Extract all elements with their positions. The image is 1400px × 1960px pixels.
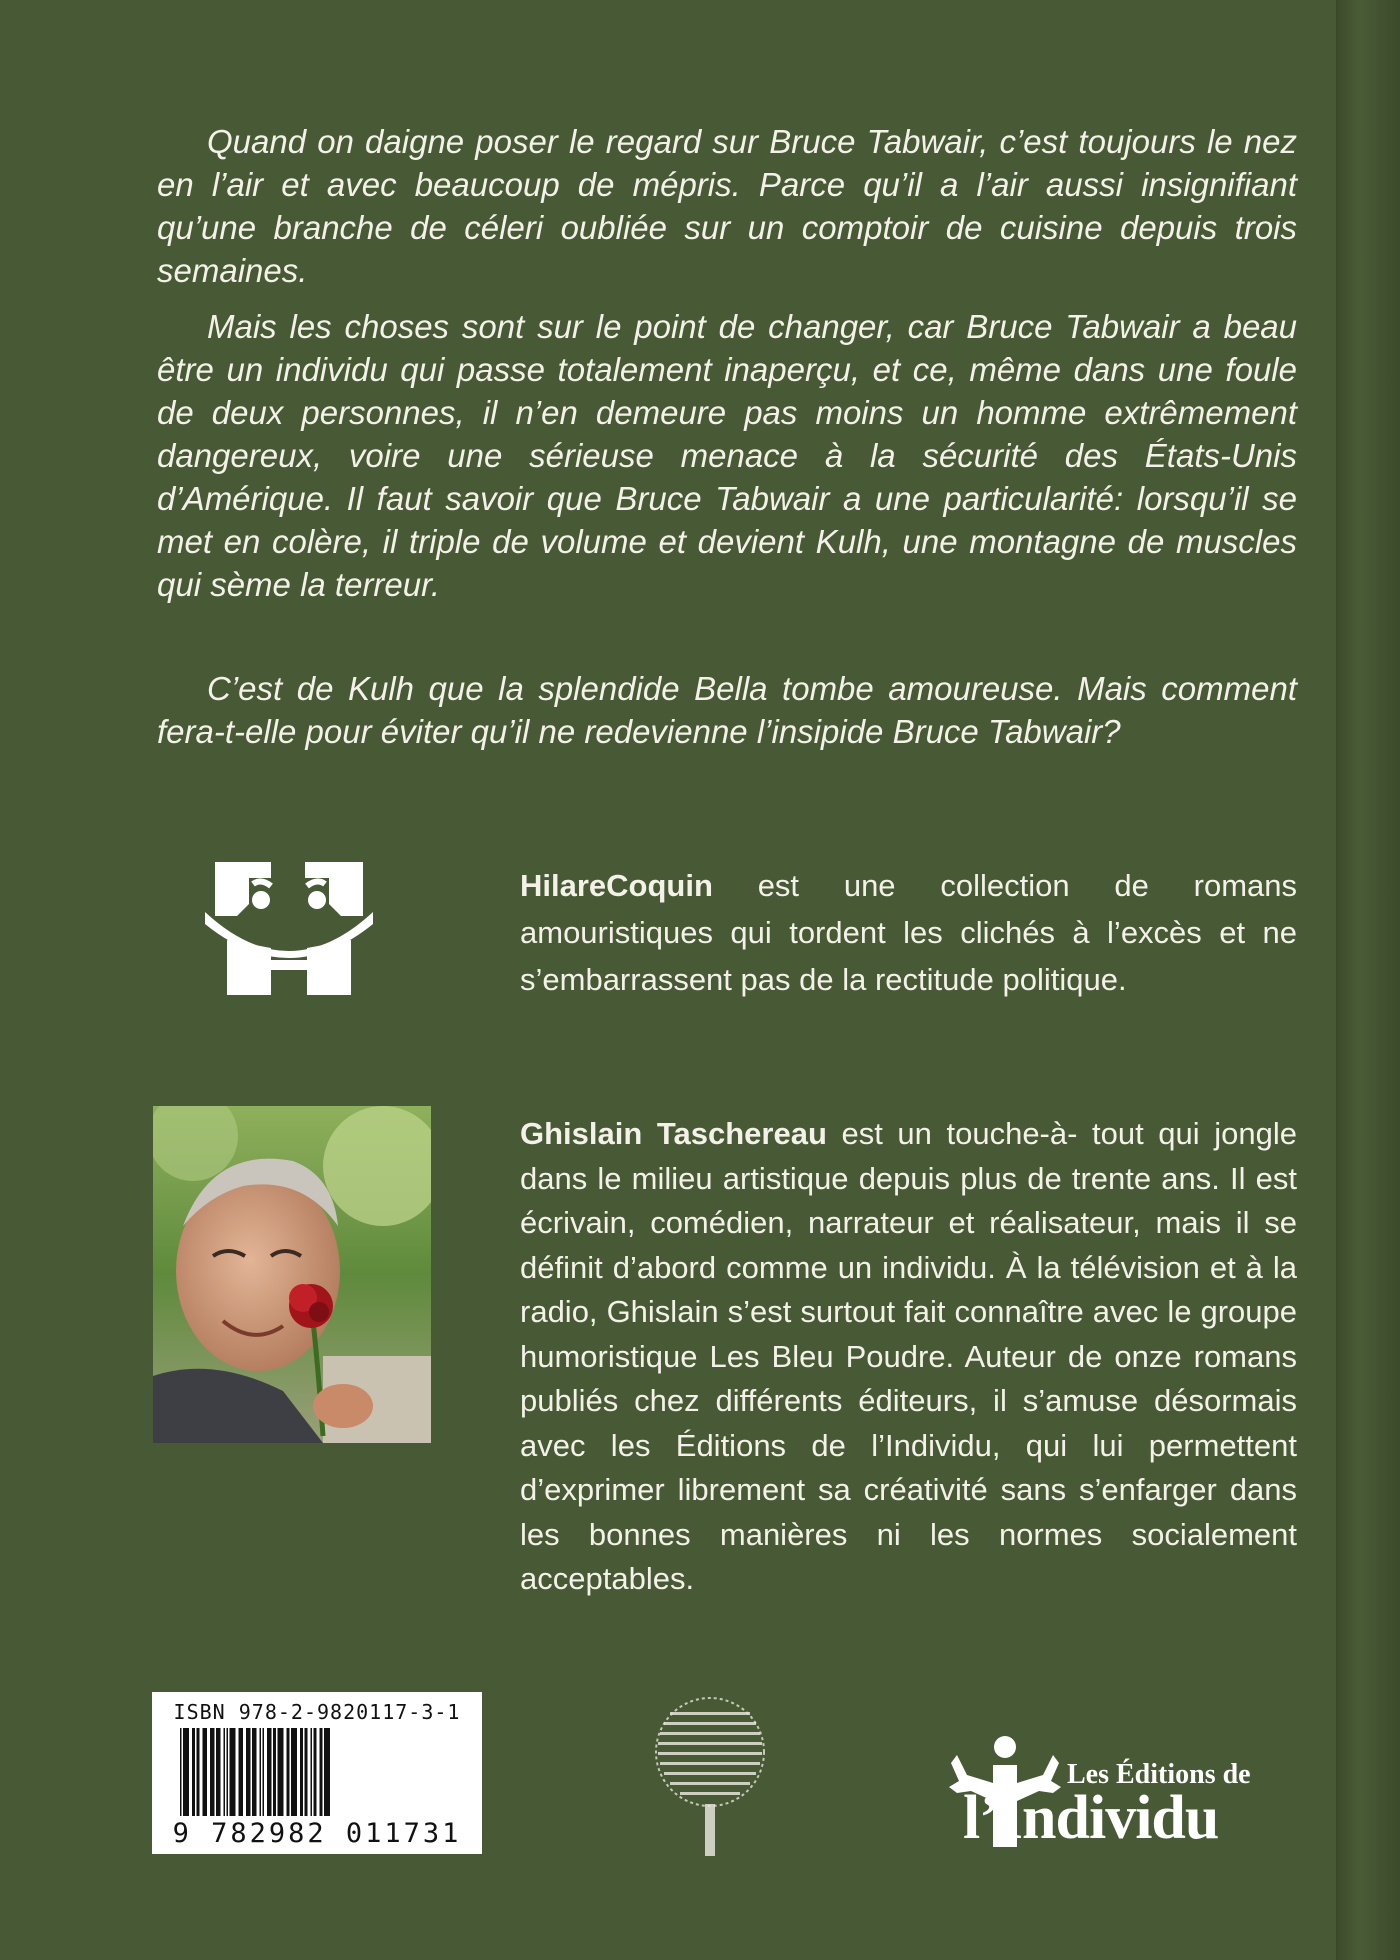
hilarecoquin-logo-icon bbox=[205, 860, 373, 995]
barcode-number: 9 782982 011731 bbox=[172, 1818, 462, 1849]
author-name: Ghislain Taschereau bbox=[520, 1116, 827, 1151]
barcode-bars-icon bbox=[178, 1728, 456, 1816]
blurb-paragraph-3: C’est de Kulh que la splendide Bella tombe amoureuse. Mais comment fera-t-elle pour éviter qu’il ne redevienne l’insipide Bruce Tabwair? bbox=[157, 670, 1297, 750]
publisher-line-1: Les Éditions de bbox=[1067, 1759, 1251, 1790]
eco-tree-mark-icon bbox=[650, 1692, 770, 1862]
blurb-paragraph-2: Mais les choses sont sur le point de changer, car Bruce Tabwair a beau être un individu qui passe totalement inaperçu, et ce, même dans une foule de deux personnes, il n’en demeure pas moins un homme extrêmement dangereux, voire une sérieuse menace à la sécurité des États-Unis d’Amérique. Il faut savoir que Bruce Tabwair a une particularité: lorsqu’il se met en colère, il triple de volume et devient Kulh, une montagne de muscles qui sème la terreur. bbox=[157, 308, 1297, 603]
collection-name: HilareCoquin bbox=[520, 868, 713, 903]
collection-description-text: est une collection de romans amouristiques qui tordent les clichés à l’excès et ne s’embarrassent pas de la rectitude politique. bbox=[520, 868, 1297, 997]
publisher-logo bbox=[945, 1735, 1305, 1875]
spine-edge bbox=[1336, 0, 1400, 1960]
author-photo bbox=[153, 1106, 431, 1443]
isbn-label: ISBN 978-2-9820117-3-1 bbox=[173, 1700, 461, 1724]
publisher-line-2: l’Individu bbox=[963, 1784, 1219, 1852]
collection-description bbox=[520, 862, 1297, 1003]
isbn-barcode bbox=[152, 1692, 482, 1854]
blurb-paragraph-1: Quand on daigne poser le regard sur Bruce Tabwair, c’est toujours le nez en l’air et avec beaucoup de mépris. Parce qu’il a l’air aussi insignifiant qu’une branche de céleri oubliée sur un comptoir de cuisine depuis trois semaines. bbox=[157, 123, 1297, 289]
author-bio bbox=[520, 1112, 1297, 1602]
author-bio-text: est un touche-à- tout qui jongle dans le milieu artistique depuis plus de trente ans. Il est écrivain, comédien, narrateur et réalisateur, mais il se définit d’abord comme un individu. À la télévision et à la radio, Ghislain s’est surtout fait connaître avec le groupe humoristique Les Bleu Poudre. Auteur de onze romans publiés chez différents éditeurs, il s’amuse désormais avec les Éditions de l’Individu, qui lui permettent d’exprimer librement sa créativité sans s’enfarger dans les bonnes manières ni les normes socialement acceptables. bbox=[520, 1116, 1297, 1596]
